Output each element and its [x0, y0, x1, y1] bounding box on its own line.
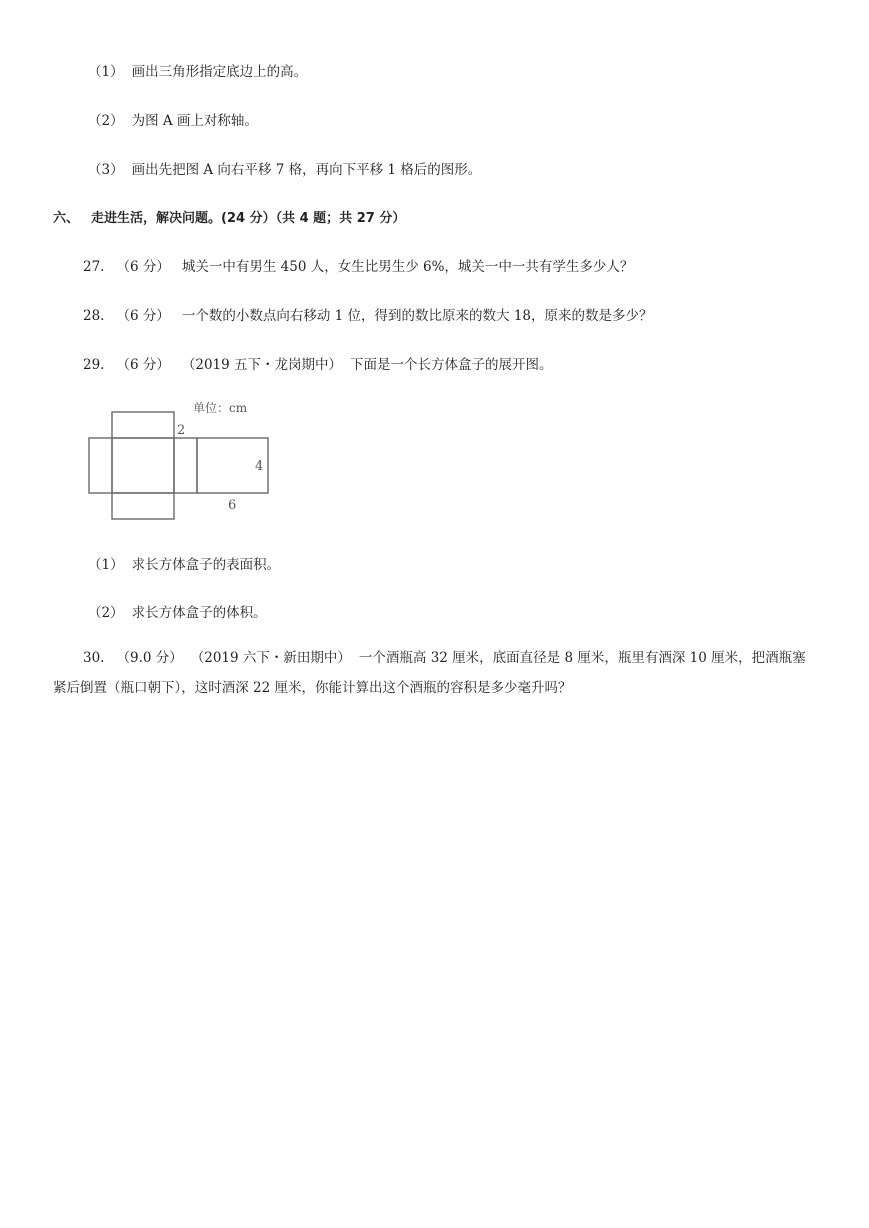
sub-item-text: 画出先把图 A 向右平移 7 格，再向下平移 1 格后的图形。	[131, 162, 482, 178]
sub-item-number: （2）	[88, 605, 124, 621]
question-text: 城关一中有男生 450 人，女生比男生少 6%，城关一中一共有学生多少人？	[181, 259, 634, 275]
net-face-right	[174, 438, 197, 493]
section-title: 走进生活，解决问题。(24 分）（共 4 题；共 27 分）	[91, 211, 406, 226]
question-number: 27.	[83, 259, 105, 275]
question-number: 28.	[83, 308, 105, 324]
question-source: （2019 六下・新田期中）	[190, 650, 351, 666]
section-heading	[53, 207, 405, 226]
sub-item	[88, 109, 258, 129]
question-number: 30.	[83, 650, 105, 666]
question-score: （6 分）	[116, 259, 170, 275]
question-29	[83, 353, 553, 373]
sub-item-text: 求长方体盒子的表面积。	[131, 557, 281, 573]
question-score: （6 分）	[116, 308, 170, 324]
question-number: 29.	[83, 357, 105, 373]
net-face-front	[112, 438, 174, 493]
sub-item-number: （2）	[88, 113, 124, 129]
question-text: 一个酒瓶高 32 厘米，底面直径是 8 厘米，瓶里有酒深 10 厘米，把酒瓶塞紧后倒置（瓶口朝下），这时酒深 22 厘米，你能计算出这个酒瓶的容积是多少毫升吗？	[53, 650, 806, 696]
sub-item-text: 为图 A 画上对称轴。	[131, 113, 258, 129]
question-source: （2019 五下・龙岗期中）	[181, 357, 343, 373]
box-net-figure	[80, 392, 280, 524]
dimension-width-label: 4	[255, 459, 264, 474]
question-28	[83, 304, 653, 324]
sub-item-text: 求长方体盒子的体积。	[131, 605, 267, 621]
sub-item-number: （1）	[88, 64, 124, 80]
net-face-top	[112, 412, 174, 438]
sub-item-text: 画出三角形指定底边上的高。	[131, 64, 308, 80]
question-score: （6 分）	[116, 357, 170, 373]
sub-item	[88, 601, 267, 621]
question-text: 下面是一个长方体盒子的展开图。	[350, 357, 553, 373]
section-number: 六、	[53, 211, 80, 226]
sub-item-number: （1）	[88, 557, 124, 573]
sub-item	[88, 158, 481, 178]
sub-item	[88, 60, 307, 80]
dimension-length-label: 6	[228, 498, 237, 513]
question-30	[53, 643, 819, 703]
net-face-bottom	[112, 493, 174, 519]
sub-item	[88, 553, 280, 573]
question-score: （9.0 分）	[116, 650, 183, 666]
question-text: 一个数的小数点向右移动 1 位，得到的数比原来的数大 18，原来的数是多少？	[181, 308, 653, 324]
dimension-height-label: 2	[177, 423, 186, 438]
sub-item-number: （3）	[88, 162, 124, 178]
unit-label: 单位：cm	[193, 401, 248, 415]
question-27	[83, 255, 633, 275]
net-face-left	[89, 438, 112, 493]
